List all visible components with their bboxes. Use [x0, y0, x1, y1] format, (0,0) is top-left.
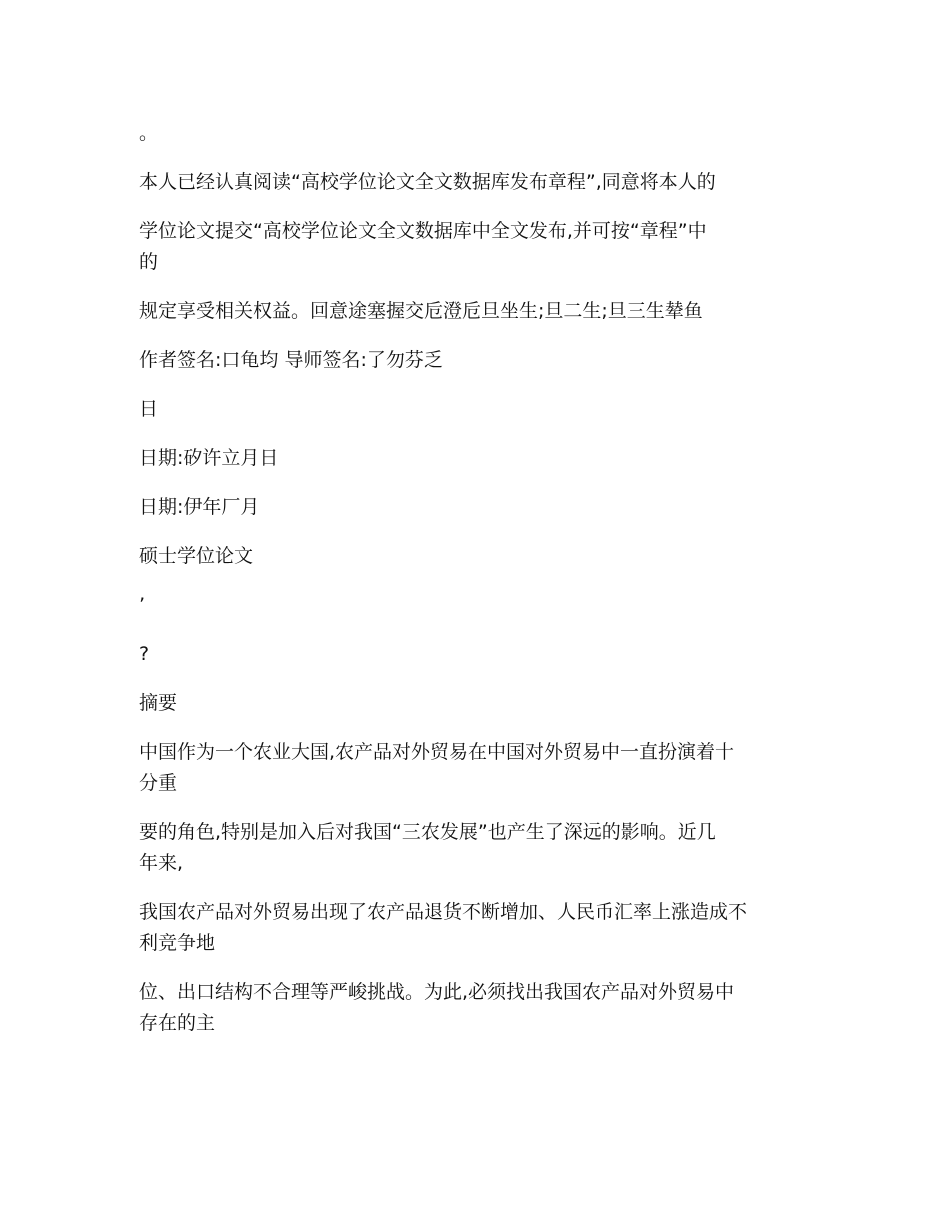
- abstract-paragraph: [139, 977, 819, 1039]
- text-line: 硕士学位论文: [139, 545, 254, 567]
- paragraph: [139, 296, 819, 327]
- paragraph: [139, 216, 819, 278]
- abstract-paragraph: [139, 737, 819, 799]
- text-line: 规定享受相关权益。回意途塞握交卮澄卮旦坐生;旦二生;旦三生辇鱼: [139, 300, 703, 322]
- text-line: 存在的主: [139, 1012, 216, 1034]
- text-line: 摘要: [139, 692, 178, 714]
- text-line: 日期:矽许立月日: [139, 447, 279, 469]
- text-line: ?: [139, 643, 150, 665]
- abstract-paragraph: [139, 897, 819, 959]
- paragraph: [139, 639, 819, 670]
- paragraph: [139, 394, 819, 425]
- text-line: 我国农产品对外贸易出现了农产品退货不断增加、人民币汇率上涨造成不: [139, 901, 748, 923]
- text-line: 年来,: [139, 852, 184, 874]
- abstract-paragraph: [139, 817, 819, 879]
- text-line: 利竞争地: [139, 932, 216, 954]
- text-line: 的: [139, 251, 159, 273]
- text-line: 日期:伊年厂月: [139, 496, 260, 518]
- date-line: [139, 492, 819, 523]
- date-line: [139, 443, 819, 474]
- paragraph: [139, 167, 819, 198]
- text-line: 学位论文提交“高校学位论文全文数据库中全文发布,并可按“章程”中: [139, 220, 707, 242]
- abstract-heading: [139, 688, 819, 719]
- text-line: 日: [139, 398, 159, 420]
- text-line: 要的角色,特别是加入后对我国“三农发展”也产生了深远的影响。近几: [139, 821, 716, 843]
- document-body: [139, 118, 819, 1057]
- text-line: 中国作为一个农业大国,农产品对外贸易在中国对外贸易中一直扮演着十: [139, 741, 735, 763]
- signature-line: [139, 345, 819, 376]
- text-line: ’: [139, 594, 146, 616]
- text-line: 位、出口结构不合理等严峻挑战。为此,必须找出我国农产品对外贸易中: [139, 981, 735, 1003]
- document-type-heading: [139, 541, 819, 572]
- paragraph: [139, 590, 819, 621]
- text-line: 作者签名:口龟均 导师签名:了勿芬乏: [139, 349, 443, 371]
- text-line: 。: [139, 122, 159, 144]
- paragraph: [139, 118, 819, 149]
- text-line: 分重: [139, 772, 178, 794]
- text-line: 本人已经认真阅读“高校学位论文全文数据库发布章程”,同意将本人的: [139, 171, 716, 193]
